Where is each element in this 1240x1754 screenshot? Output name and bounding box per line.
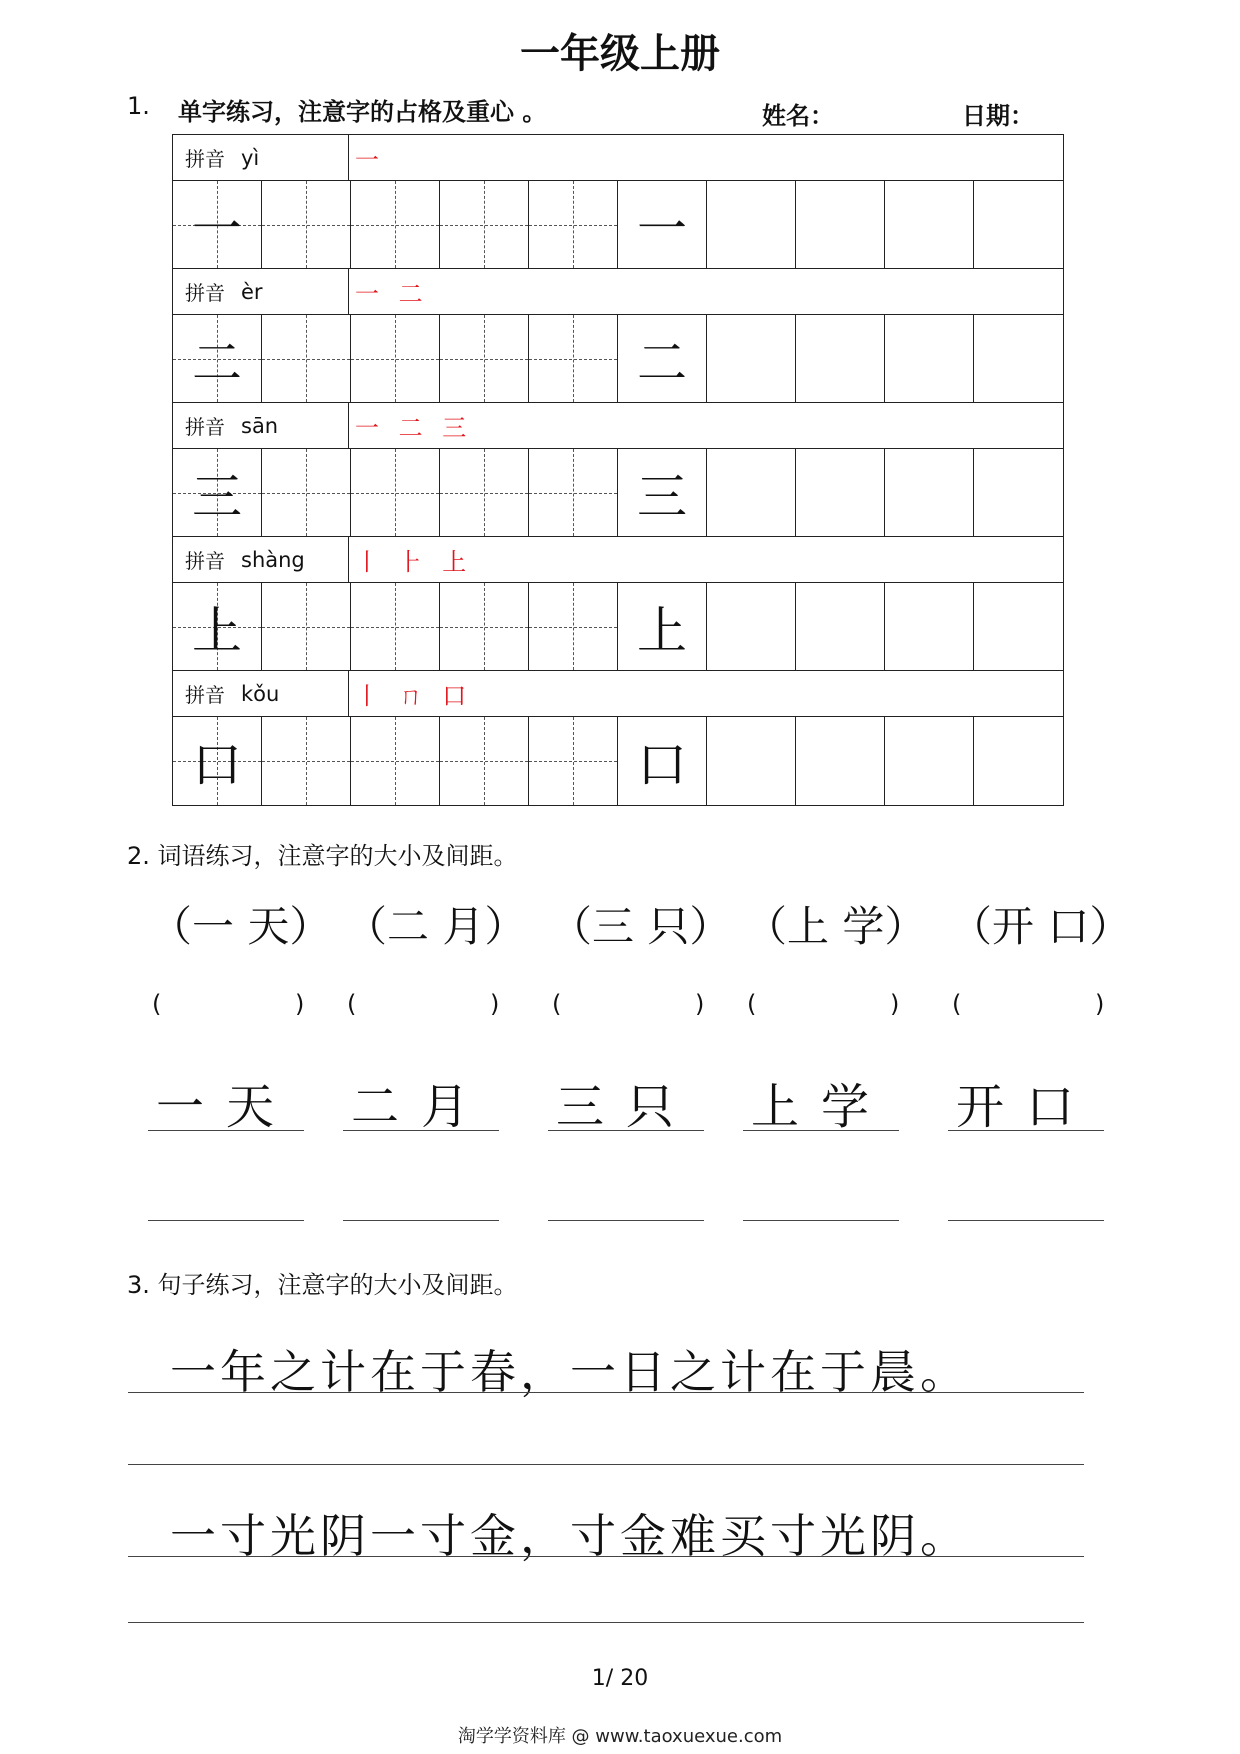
writing-cell[interactable] xyxy=(618,315,707,402)
model-sentence: 一年之计在于春，一日之计在于晨。 xyxy=(170,1345,970,1399)
word-writing-line[interactable] xyxy=(548,1130,704,1131)
writing-row xyxy=(173,449,1063,537)
writing-cell[interactable] xyxy=(974,717,1063,805)
empty-paren-left: ( xyxy=(952,990,962,1018)
paren-word: （开 口） xyxy=(950,902,1132,951)
pinyin-row xyxy=(173,269,1063,315)
section1-instruction: 单字练习，注意字的占格及重心 。 xyxy=(178,98,547,126)
word-writing-line[interactable] xyxy=(343,1130,499,1131)
pinyin-prefix: 拼音 xyxy=(185,415,225,439)
paren-word: （二 月） xyxy=(345,902,527,951)
writing-cell[interactable] xyxy=(351,449,440,536)
empty-paren-left: ( xyxy=(747,990,757,1018)
stroke-order: 一 xyxy=(355,146,385,174)
model-character: 口 xyxy=(637,736,687,794)
writing-cell[interactable] xyxy=(618,181,707,268)
pinyin-label-cell xyxy=(173,269,349,314)
writing-cell[interactable] xyxy=(707,717,796,805)
writing-cell[interactable] xyxy=(262,315,351,402)
pinyin-label-cell xyxy=(173,135,349,180)
word-writing-line[interactable] xyxy=(548,1220,704,1221)
writing-cell[interactable] xyxy=(529,717,618,805)
writing-cell[interactable] xyxy=(262,583,351,670)
sentence-writing-line[interactable] xyxy=(128,1464,1084,1465)
pinyin-label-cell xyxy=(173,671,349,716)
pinyin-row xyxy=(173,671,1063,717)
model-character: 一 xyxy=(192,199,242,258)
writing-cell[interactable] xyxy=(974,181,1063,268)
sentence-writing-line[interactable] xyxy=(128,1556,1084,1557)
empty-paren-right: ) xyxy=(695,990,705,1018)
writing-cell[interactable] xyxy=(885,583,974,670)
model-word: 三只 xyxy=(555,1079,696,1135)
writing-cell[interactable] xyxy=(440,583,529,670)
model-character: 二 xyxy=(192,333,242,392)
pinyin-text: shàng xyxy=(241,547,305,572)
writing-cell[interactable] xyxy=(796,583,885,670)
writing-cell[interactable] xyxy=(707,181,796,268)
writing-cell[interactable] xyxy=(262,449,351,536)
stroke-order: 丨 ⺊ 上 xyxy=(355,548,473,576)
empty-paren-right: ) xyxy=(490,990,500,1018)
writing-cell[interactable] xyxy=(173,181,262,268)
pinyin-text: sān xyxy=(241,413,279,438)
empty-paren-left: ( xyxy=(552,990,562,1018)
writing-cell[interactable] xyxy=(351,181,440,268)
writing-cell[interactable] xyxy=(173,717,262,805)
paren-word: （上 学） xyxy=(745,902,927,951)
writing-cell[interactable] xyxy=(351,583,440,670)
stroke-order: 一 二 xyxy=(355,280,429,308)
section3-instruction: 3. 句子练习，注意字的大小及间距。 xyxy=(127,1271,518,1299)
writing-cell[interactable] xyxy=(885,717,974,805)
writing-cell[interactable] xyxy=(440,449,529,536)
pinyin-row xyxy=(173,537,1063,583)
word-writing-line[interactable] xyxy=(148,1130,304,1131)
page-number: 1/ 20 xyxy=(591,1666,649,1691)
writing-cell[interactable] xyxy=(885,181,974,268)
word-writing-line[interactable] xyxy=(743,1130,899,1131)
model-word: 一天 xyxy=(155,1079,296,1135)
pinyin-row xyxy=(173,135,1063,181)
page-title: 一年级上册 xyxy=(520,31,720,77)
writing-cell[interactable] xyxy=(618,583,707,670)
writing-cell[interactable] xyxy=(707,449,796,536)
pinyin-text: yì xyxy=(241,145,260,170)
writing-cell[interactable] xyxy=(529,181,618,268)
pinyin-row xyxy=(173,403,1063,449)
writing-cell[interactable] xyxy=(796,717,885,805)
word-writing-line[interactable] xyxy=(948,1130,1104,1131)
word-writing-line[interactable] xyxy=(948,1220,1104,1221)
stroke-order: 一 二 三 xyxy=(355,414,473,442)
empty-paren-left: ( xyxy=(347,990,357,1018)
writing-cell[interactable] xyxy=(974,583,1063,670)
writing-cell[interactable] xyxy=(440,717,529,805)
writing-cell[interactable] xyxy=(529,315,618,402)
pinyin-prefix: 拼音 xyxy=(185,683,225,707)
writing-cell[interactable] xyxy=(707,583,796,670)
writing-cell[interactable] xyxy=(262,181,351,268)
date-label: 日期： xyxy=(962,102,1034,130)
writing-cell[interactable] xyxy=(618,717,707,805)
writing-cell[interactable] xyxy=(529,583,618,670)
pinyin-text: kǒu xyxy=(241,681,280,706)
writing-cell[interactable] xyxy=(974,315,1063,402)
word-writing-line[interactable] xyxy=(148,1220,304,1221)
writing-cell[interactable] xyxy=(796,181,885,268)
footer-watermark: 淘学学资料库 @ www.taoxuexue.com xyxy=(457,1726,783,1747)
writing-cell[interactable] xyxy=(707,315,796,402)
word-writing-line[interactable] xyxy=(343,1220,499,1221)
empty-paren-right: ) xyxy=(890,990,900,1018)
writing-cell[interactable] xyxy=(885,449,974,536)
model-character: 口 xyxy=(192,736,242,794)
writing-cell[interactable] xyxy=(885,315,974,402)
sentence-writing-line[interactable] xyxy=(128,1392,1084,1393)
empty-paren-right: ) xyxy=(1095,990,1105,1018)
writing-cell[interactable] xyxy=(173,583,262,670)
writing-cell[interactable] xyxy=(796,449,885,536)
writing-cell[interactable] xyxy=(173,315,262,402)
writing-cell[interactable] xyxy=(440,315,529,402)
section1-number: 1. xyxy=(127,92,150,120)
writing-row xyxy=(173,181,1063,269)
model-character: 上 xyxy=(192,601,242,660)
writing-row xyxy=(173,583,1063,671)
model-character: 二 xyxy=(637,333,687,392)
empty-paren-left: ( xyxy=(152,990,162,1018)
writing-row xyxy=(173,315,1063,403)
pinyin-label-cell xyxy=(173,403,349,448)
model-word: 二月 xyxy=(350,1079,491,1135)
model-character: 上 xyxy=(637,601,687,660)
writing-cell[interactable] xyxy=(173,449,262,536)
stroke-order: 丨 ㄇ 口 xyxy=(355,682,473,710)
model-word: 上学 xyxy=(750,1079,891,1135)
writing-cell[interactable] xyxy=(618,449,707,536)
model-word: 开口 xyxy=(955,1079,1096,1135)
pinyin-prefix: 拼音 xyxy=(185,549,225,573)
paren-word: （一 天） xyxy=(150,902,332,951)
section2-instruction: 2. 词语练习，注意字的大小及间距。 xyxy=(127,842,518,870)
model-sentence: 一寸光阴一寸金，寸金难买寸光阴。 xyxy=(170,1509,970,1563)
sentence-writing-line[interactable] xyxy=(128,1622,1084,1623)
name-label: 姓名： xyxy=(762,102,834,130)
model-character: 三 xyxy=(192,467,242,526)
writing-cell[interactable] xyxy=(440,181,529,268)
writing-cell[interactable] xyxy=(796,315,885,402)
model-character: 三 xyxy=(637,467,687,526)
pinyin-text: èr xyxy=(241,279,263,304)
writing-cell[interactable] xyxy=(351,315,440,402)
pinyin-label-cell xyxy=(173,537,349,582)
character-practice-grid xyxy=(172,134,1064,806)
paren-word: （三 只） xyxy=(550,902,732,951)
empty-paren-right: ) xyxy=(295,990,305,1018)
model-character: 一 xyxy=(637,199,687,258)
pinyin-prefix: 拼音 xyxy=(185,281,225,305)
writing-cell[interactable] xyxy=(529,449,618,536)
writing-row xyxy=(173,717,1063,805)
writing-cell[interactable] xyxy=(262,717,351,805)
pinyin-prefix: 拼音 xyxy=(185,147,225,171)
writing-cell[interactable] xyxy=(351,717,440,805)
writing-cell[interactable] xyxy=(974,449,1063,536)
word-writing-line[interactable] xyxy=(743,1220,899,1221)
